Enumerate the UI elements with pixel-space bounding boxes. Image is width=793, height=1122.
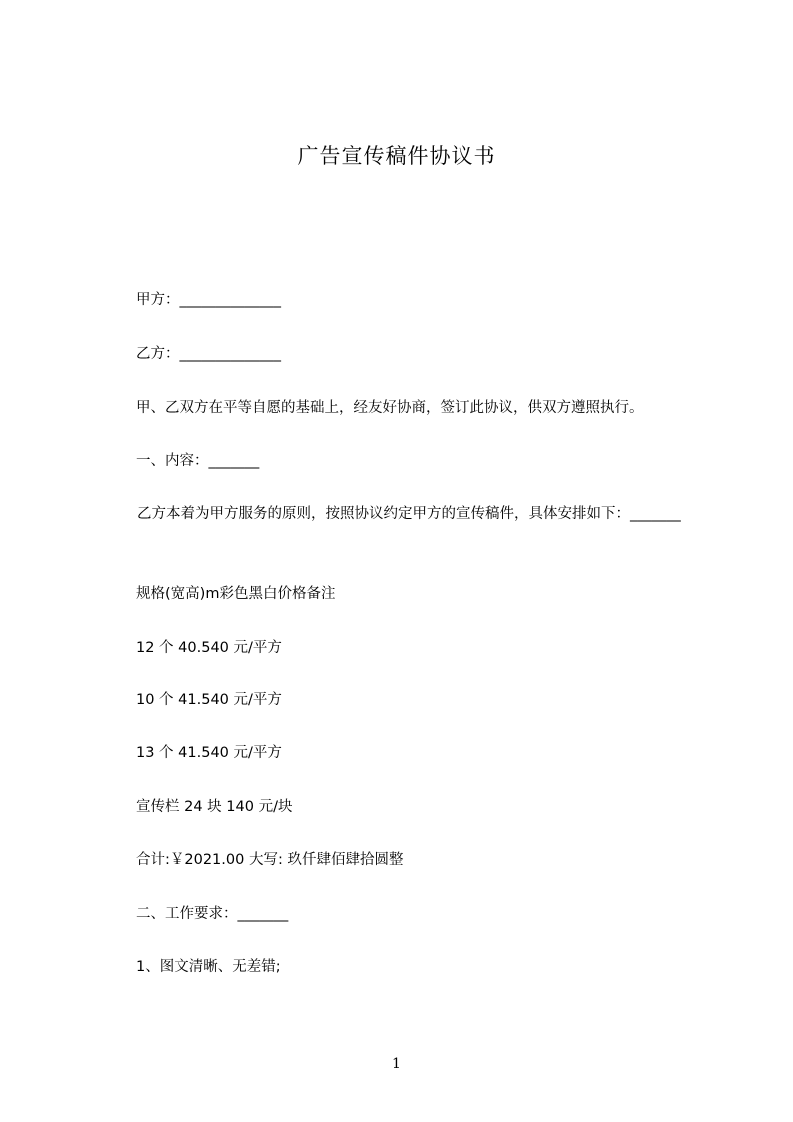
section1-body: 乙方本着为甲方服务的原则，按照协议约定甲方的宣传稿件，具体安排如下：_______ (137, 506, 681, 522)
party-b-line: 乙方：______________ (136, 346, 281, 362)
requirement-1: 1、图文清晰、无差错; (136, 959, 281, 975)
document-title: 广告宣传稿件协议书 (297, 144, 496, 168)
intro-paragraph: 甲、乙双方在平等自愿的基础上，经友好协商，签订此协议，供双方遵照执行。 (136, 400, 644, 416)
section2-heading: 二、工作要求：_______ (136, 906, 289, 922)
price-item-3: 13 个 41.540 元/平方 (136, 745, 282, 761)
section1-heading: 一、内容：_______ (136, 453, 260, 469)
total-line: 合计:￥2021.00 大写: 玖仟肆佰肆拾圆整 (136, 852, 404, 868)
price-item-1: 12 个 40.540 元/平方 (136, 640, 282, 656)
price-item-2: 10 个 41.540 元/平方 (136, 692, 282, 708)
party-a-line: 甲方：______________ (136, 292, 281, 308)
price-item-4: 宣传栏 24 块 140 元/块 (136, 799, 293, 815)
page-number: 1 (392, 1056, 401, 1072)
spec-header: 规格(宽高)m彩色黑白价格备注 (136, 586, 336, 602)
